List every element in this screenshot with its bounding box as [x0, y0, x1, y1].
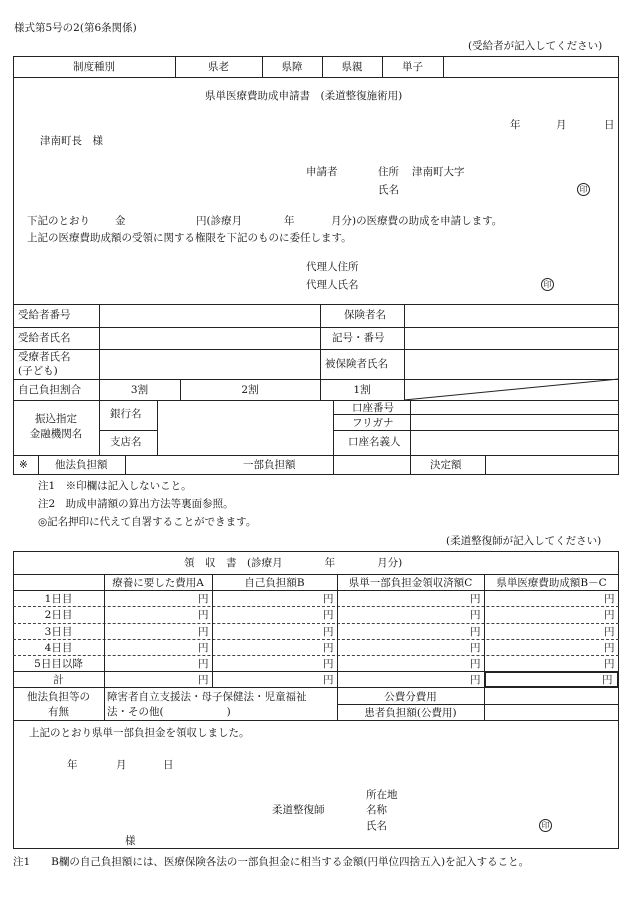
note-3: ◎記名押印に代えて自署することができます。 — [38, 516, 257, 528]
insured-name-label: 被保険者氏名 — [325, 358, 388, 370]
yen-unit: 円 — [323, 674, 334, 686]
yen-unit: 円 — [198, 658, 209, 670]
seal-icon: 印 — [539, 819, 552, 832]
row-label: 4日目 — [44, 642, 73, 654]
row-label: 3日目 — [44, 626, 73, 638]
statement-lead: 下記のとおり — [27, 215, 90, 227]
diagonal-strike — [404, 349, 619, 400]
other-law-label-1: 他法負担等の — [27, 691, 90, 703]
bank-name-label: 銀行名 — [110, 408, 142, 420]
seal-icon: 印 — [577, 183, 590, 196]
patient-name-label: 受療者氏名 — [18, 351, 71, 363]
yen-unit: 円 — [604, 626, 615, 638]
category-label: 制度種別 — [73, 61, 115, 73]
form-title: 県単医療費助成申請書 (柔道整復施術用) — [205, 90, 403, 102]
seal-icon: 印 — [541, 278, 554, 291]
category-kenrou[interactable]: 県老 — [208, 61, 229, 73]
total-subsidy-box[interactable] — [484, 671, 619, 688]
yen-unit: 円 — [198, 609, 209, 621]
ratio-10[interactable]: 1割 — [353, 384, 371, 396]
footer-note: 注1 B欄の自己負担額には、医療保険各法の一部負担金に相当する金額(円単位四捨五入)を記入すること。 — [13, 856, 530, 868]
yen-unit: 円 — [470, 626, 481, 638]
yen-unit: 円 — [198, 626, 209, 638]
applicant-label: 申請者 — [306, 166, 338, 178]
note-1: 注1 ※印欄は記入しないこと。 — [38, 480, 192, 492]
decision-label: 決定額 — [430, 459, 462, 471]
category-tanshi[interactable]: 単子 — [402, 61, 423, 73]
therapist-label: 柔道整復師 — [272, 804, 325, 816]
symbol-number-label: 記号・番号 — [332, 332, 385, 344]
note-2: 注2 助成申請額の算出方法等裏面参照。 — [38, 498, 234, 510]
yen-unit: 円 — [323, 658, 334, 670]
receipt-date-month: 月 — [116, 759, 127, 771]
header-copay-b: 自己負担額B — [244, 577, 305, 589]
receipt-date-year: 年 — [67, 759, 78, 771]
patient-name-sub: (子ども) — [18, 365, 58, 377]
recipient-number-label: 受給者番号 — [18, 309, 71, 321]
applicant-name-label: 氏名 — [378, 184, 399, 196]
other-law-text-2[interactable]: 法・その他( ) — [107, 706, 231, 718]
statement-amount-label: 金 — [115, 215, 126, 227]
receipt-date-day: 日 — [163, 759, 174, 771]
partial-label: 一部負担額 — [243, 459, 296, 471]
yen-unit: 円 — [470, 674, 481, 686]
patient-public-label: 患者負担額(公費用) — [364, 707, 457, 719]
furigana-label: フリガナ — [352, 417, 394, 429]
yen-unit: 円 — [470, 642, 481, 654]
account-number-label: 口座番号 — [352, 402, 394, 414]
receipt-title: 領 収 書 (診療月 年 月分) — [184, 557, 403, 569]
yen-unit: 円 — [604, 609, 615, 621]
sama-label: 様 — [125, 835, 136, 847]
insurer-name-label: 保険者名 — [344, 309, 386, 321]
statement-month-label: 円(診療月 — [196, 215, 243, 227]
row-label: 1日目 — [44, 593, 73, 605]
office-mark: ※ — [19, 459, 28, 471]
other-law-label: 他法負担額 — [55, 459, 108, 471]
yen-unit: 円 — [604, 642, 615, 654]
yen-unit: 円 — [323, 626, 334, 638]
category-kenshou[interactable]: 県障 — [281, 61, 303, 73]
recipient-name-label: 受給者氏名 — [18, 332, 71, 344]
bank-label-2: 金融機関名 — [29, 428, 83, 440]
applicant-note: (受給者が記入してください) — [468, 40, 603, 52]
header-cost-a: 療養に要した費用A — [112, 577, 204, 589]
yen-unit: 円 — [198, 674, 209, 686]
header-subsidy: 県単医療費助成額B－C — [496, 577, 607, 589]
statement-year-label: 年 — [284, 215, 295, 227]
ratio-30[interactable]: 3割 — [130, 384, 149, 396]
addressee: 津南町長 様 — [40, 135, 103, 147]
yen-unit: 円 — [323, 642, 334, 654]
branch-label: 支店名 — [110, 436, 142, 448]
yen-unit: 円 — [198, 593, 209, 605]
yen-unit: 円 — [470, 609, 481, 621]
account-holder-label: 口座名義人 — [348, 436, 401, 448]
form-label: 様式第5号の2(第6条関係) — [14, 22, 137, 34]
header-received-c: 県単一部負担金領収済額C — [348, 577, 473, 589]
applicant-address-value[interactable]: 津南町大字 — [412, 166, 465, 178]
yen-unit: 円 — [323, 609, 334, 621]
facility-name-label: 名称 — [366, 804, 387, 816]
statement-delegation: 上記の医療費助成額の受領に関する権限を下記のものに委任します。 — [27, 232, 352, 244]
yen-unit: 円 — [198, 642, 209, 654]
row-label: 計 — [53, 674, 64, 686]
statement-request: 月分)の医療費の助成を申請します。 — [331, 215, 503, 227]
yen-unit: 円 — [604, 658, 615, 670]
date-day: 日 — [604, 119, 615, 131]
bank-label-1: 振込指定 — [35, 413, 77, 425]
public-cost-label: 公費分費用 — [384, 691, 437, 703]
yen-unit: 円 — [470, 593, 481, 605]
date-month: 月 — [556, 119, 567, 131]
yen-unit: 円 — [604, 593, 615, 605]
copay-ratio-label: 自己負担割合 — [18, 384, 81, 396]
row-label: 5日目以降 — [34, 658, 83, 670]
ratio-20[interactable]: 2割 — [241, 384, 259, 396]
date-year: 年 — [510, 119, 521, 131]
location-label: 所在地 — [366, 789, 398, 801]
agent-address-label: 代理人住所 — [306, 261, 359, 273]
agent-name-label: 代理人氏名 — [306, 279, 359, 291]
yen-unit: 円 — [323, 593, 334, 605]
row-label: 2日目 — [44, 609, 73, 621]
yen-unit: 円 — [602, 674, 613, 686]
category-kenshin[interactable]: 県親 — [341, 61, 363, 73]
person-name-label: 氏名 — [366, 820, 387, 832]
applicant-address-label: 住所 — [378, 166, 399, 178]
yen-unit: 円 — [470, 658, 481, 670]
other-law-text-1: 障害者自立支援法・母子保健法・児童福祉 — [107, 691, 307, 703]
therapist-note: (柔道整復師が記入してください) — [446, 535, 602, 547]
received-statement: 上記のとおり県単一部負担金を領収しました。 — [29, 727, 250, 739]
other-law-label-2: 有無 — [48, 706, 69, 718]
